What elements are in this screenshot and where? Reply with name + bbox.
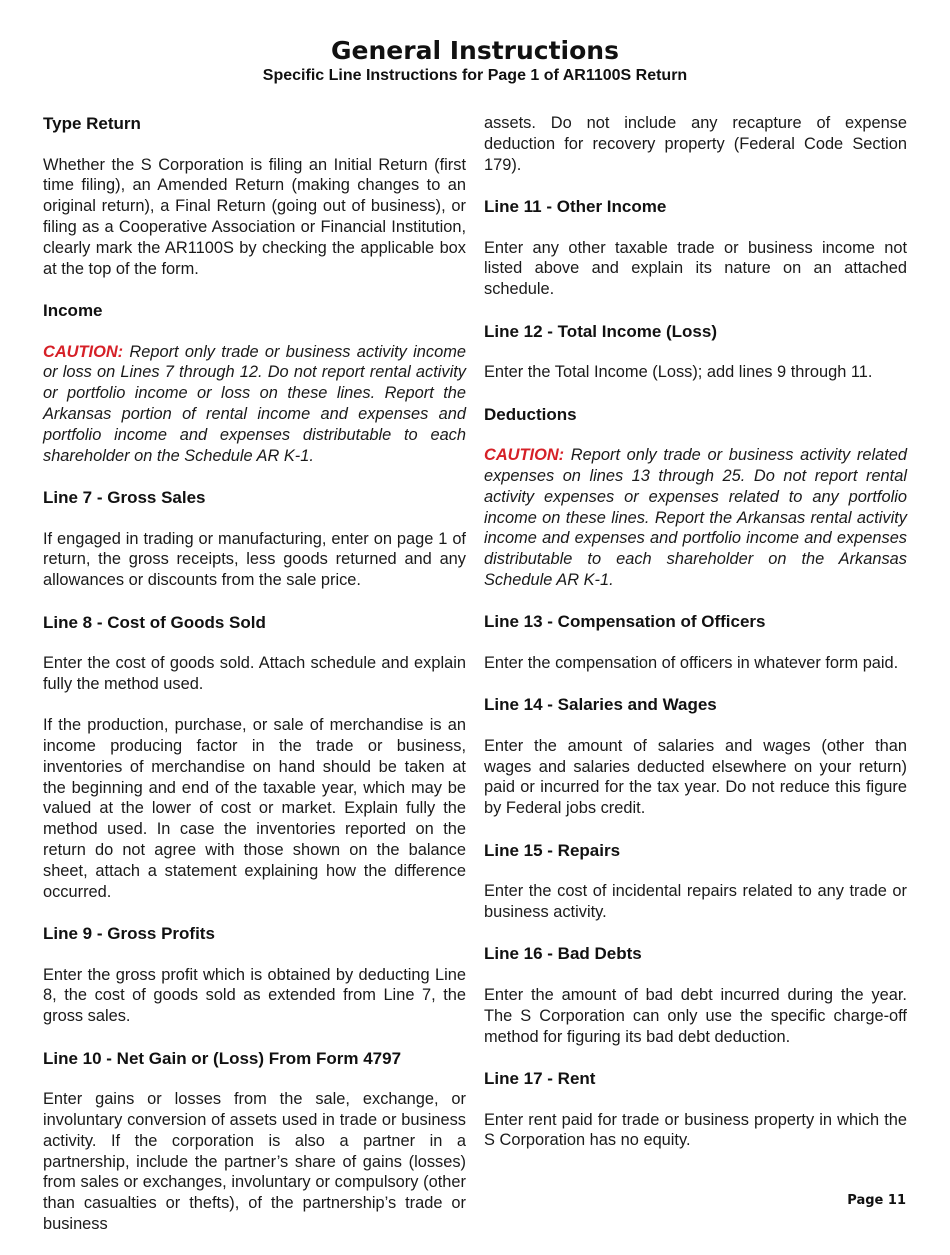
heading-line-15: Line 15 - Repairs [484,840,621,860]
heading-line-12: Line 12 - Total Income (Loss) [484,321,717,341]
text-line-10-continued: assets. Do not include any recapture of expense deduction for recovery property (Federal Code Section 179). [484,114,907,174]
heading-line-14: Line 14 - Salaries and Wages [484,695,717,715]
text-line-10: Enter gains or losses from the sale, exchange, or involuntary conversion of assets used in trade or business activity. If the corporation is also a partner in a partnership, include the partner’s share of gains (losses) from sales or exchanges, involuntary or compulsory (other than casualties or thefts), of the partnership’s trade or business [43,1090,466,1234]
heading-line-13: Line 13 - Compensation of Officers [484,612,766,632]
text-line-9: Enter the gross profit which is obtained by deducting Line 8, the cost of goods sold as extended from Line 7, the gross sales. [43,965,466,1026]
section-line-15 [484,840,907,923]
text-type-return: Whether the S Corporation is filing an Initial Return (first time filing), an Amended Return (making changes to an original return), a Final Return (going out of business), or filing as a Cooperative Association or Financial Institution, clearly mark the AR1100S by checking the applicable box at the top of the form. [43,155,466,278]
heading-line-8: Line 8 - Cost of Goods Sold [43,612,266,632]
caution-label: CAUTION: [43,342,124,361]
text-line-7: If engaged in trading or manufacturing, enter on page 1 of return, the gross receipts, less goods returned and any allowances or discounts from the sale price. [43,529,466,590]
section-deductions [484,404,907,591]
heading-line-17: Line 17 - Rent [484,1069,596,1089]
caution-text: Report only trade or business activity income or loss on Lines 7 through 12. Do not report rental activity or portfolio income or loss on these lines. Report the Arkansas portion of rental income and expenses and portfolio income and expenses distributable to each shareholder on the Schedule AR K-1. [43,342,466,465]
left-column [43,113,466,1255]
section-line-9 [43,923,466,1027]
text-line-14: Enter the amount of salaries and wages (other than wages and salaries deducted elsewhere on your return) paid or incurred for the tax year. Do not reduce this figure by Federal jobs credit. [484,736,907,818]
text-line-17: Enter rent paid for trade or business property in which the S Corporation has no equity. [484,1110,907,1150]
right-column [484,113,907,1172]
text-line-11: Enter any other taxable trade or business income not listed above and explain its nature on an attached schedule. [484,238,907,299]
heading-deductions: Deductions [484,404,577,424]
section-line-10 [43,1048,466,1235]
section-line-16 [484,943,907,1047]
section-type-return [43,113,466,279]
heading-type-return: Type Return [43,114,141,133]
page-number: Page 11 [847,1193,906,1208]
section-line-12 [484,321,907,383]
section-line-7 [43,487,466,591]
heading-line-10: Line 10 - Net Gain or (Loss) From Form 4797 [43,1048,402,1068]
caution-label: CAUTION: [484,446,565,465]
page-title: General Instructions [331,36,619,65]
text-line-15: Enter the cost of incidental repairs related to any trade or business activity. [484,882,907,922]
section-line-14 [484,694,907,819]
section-line-11 [484,196,907,300]
text-line-16: Enter the amount of bad debt incurred during the year. The S Corporation can only use the specific charge-off method for figuring its bad debt deduction. [484,986,907,1046]
text-line-12: Enter the Total Income (Loss); add lines 9 through 11. [484,363,873,382]
heading-line-16: Line 16 - Bad Debts [484,944,642,964]
heading-line-7: Line 7 - Gross Sales [43,487,206,507]
caution-text: Report only trade or business activity related expenses on lines 13 through 25. Do not report rental activity expenses or expenses related to any portfolio income on these lines. Report the Arkansas rental activity income and expenses and portfolio income and expenses distributable to each shareholder on the Arkansas Schedule AR K-1. [484,446,907,589]
text-line-13: Enter the compensation of officers in whatever form paid. [484,653,899,672]
heading-income: Income [43,300,103,320]
text-line-8-a: Enter the cost of goods sold. Attach schedule and explain fully the method used. [43,654,466,693]
section-income [43,300,466,466]
heading-line-11: Line 11 - Other Income [484,196,667,216]
section-line-13 [484,611,907,673]
text-line-8-b: If the production, purchase, or sale of merchandise is an income producing factor in the trade or business, inventories of merchandise on hand should be taken at the beginning and end of the taxable year, which may be valued at the lower of cost or market. Explain fully the method used. In case the inventories reported on the return do not agree with those shown on the balance sheet, attach a statement explaining how the difference occurred. [43,716,466,901]
deductions-caution [484,445,907,591]
income-caution [43,342,466,467]
heading-line-9: Line 9 - Gross Profits [43,924,215,944]
section-line-8 [43,612,466,903]
page-subtitle: Specific Line Instructions for Page 1 of AR1100S Return [262,67,688,84]
page-header [0,36,950,85]
section-line-17 [484,1068,907,1151]
